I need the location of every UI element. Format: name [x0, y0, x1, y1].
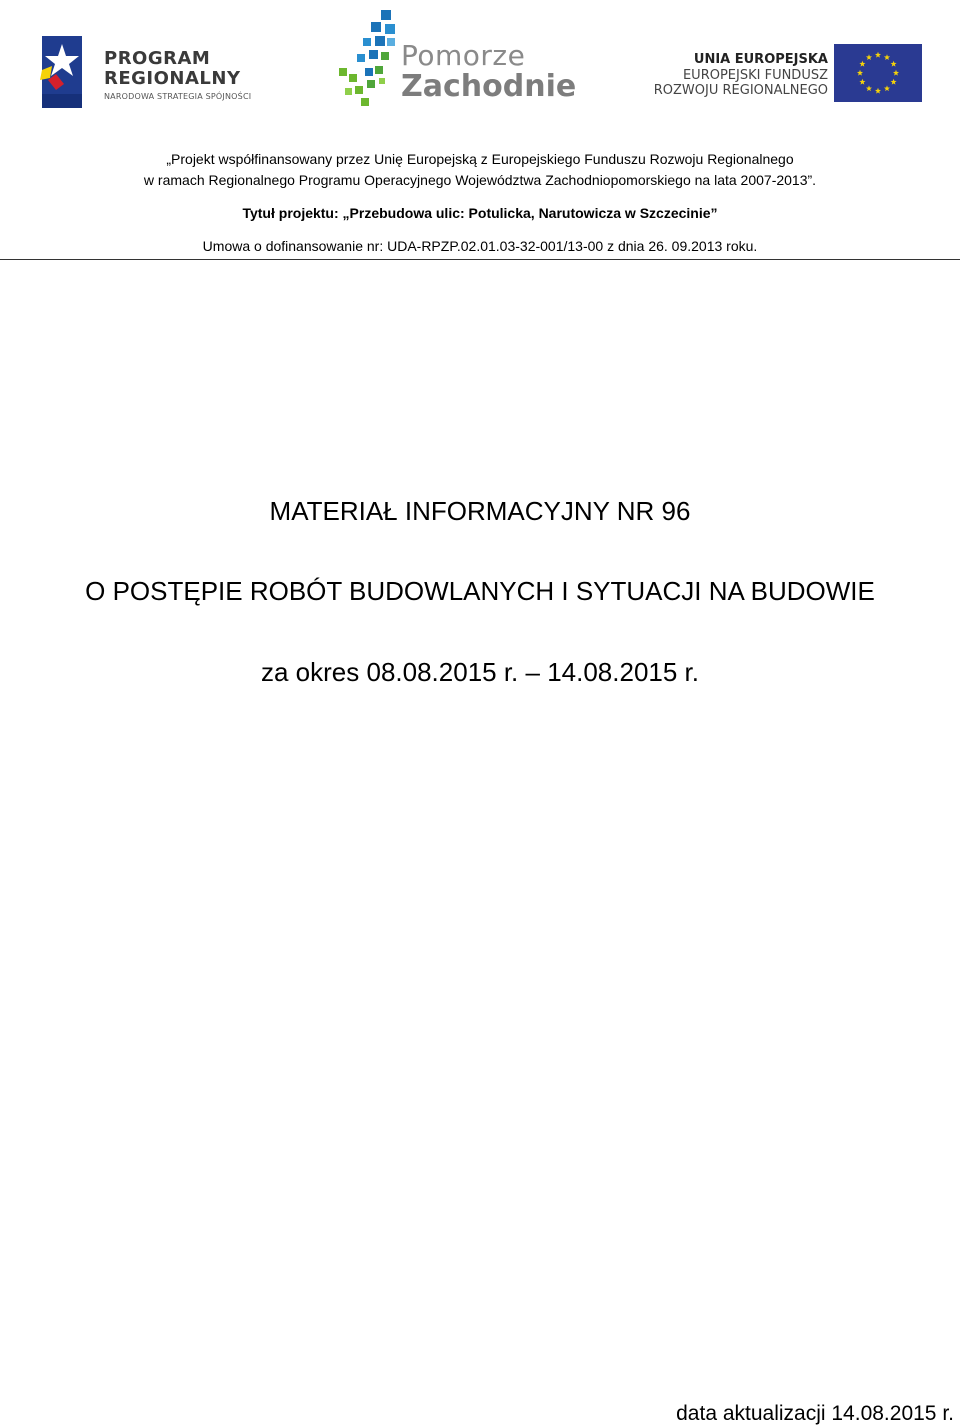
program-regionalny-logo [38, 30, 278, 110]
program-regionalny-line1: PROGRAM [104, 48, 211, 69]
eu-flag-icon [834, 44, 922, 102]
agreement-number: Umowa o dofinansowanie nr: UDA-RPZP.02.01.03-32-001/13-00 z dnia 26. 09.2013 roku. [202, 238, 758, 254]
pomorze-zachodnie-emblem [335, 8, 401, 110]
pomorze-zachodnie-line1: Pomorze [401, 39, 526, 72]
pomorze-zachodnie-line2: Zachodnie [401, 69, 577, 104]
pomorze-zachodnie-logo [335, 8, 575, 110]
unia-europejska-wordmark [654, 52, 828, 99]
cofinancing-line: „Projekt współfinansowany przez Unię Europejską z Europejskiego Funduszu Rozwoju Regionalnego [166, 151, 794, 167]
project-title: Tytuł projektu: „Przebudowa ulic: Potulicka, Narutowicza w Szczecinie” [242, 205, 718, 221]
pomorze-zachodnie-wordmark [401, 39, 577, 104]
unia-europejska-logo [632, 42, 922, 104]
program-regionalny-emblem [38, 30, 86, 110]
header-divider [0, 259, 960, 260]
unia-europejska-line3: ROZWOJU REGIONALNEGO [653, 83, 828, 99]
logo-bar [0, 0, 960, 120]
program-regionalny-line3: NARODOWA STRATEGIA SPÓJNOŚCI [104, 92, 252, 101]
reporting-period: za okres 08.08.2015 r. – 14.08.2015 r. [261, 657, 699, 687]
unia-europejska-line1: UNIA EUROPEJSKA [693, 52, 828, 67]
program-regionalny-wordmark [104, 50, 251, 101]
program-line: w ramach Regionalnego Programu Operacyjnego Województwa Zachodniopomorskiego na lata 2007-2013”. [143, 172, 817, 188]
program-regionalny-line2: REGIONALNY [104, 68, 241, 89]
unia-europejska-line2: EUROPEJSKI FUNDUSZ [682, 67, 828, 83]
document-subtitle: O POSTĘPIE ROBÓT BUDOWLANYCH I SYTUACJI NA BUDOWIE [85, 576, 875, 606]
document-title: MATERIAŁ INFORMACYJNY NR 96 [269, 496, 691, 526]
update-date: data aktualizacji 14.08.2015 r. [676, 1402, 954, 1425]
